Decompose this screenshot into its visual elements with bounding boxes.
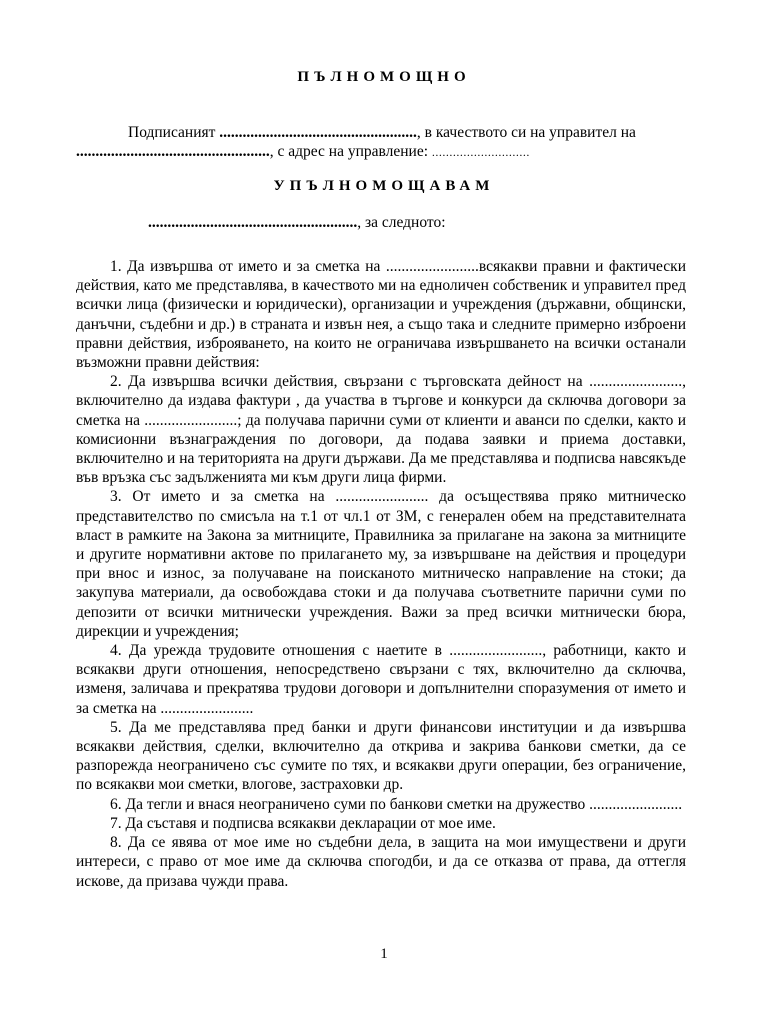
- attorney-line-tail: , за следното:: [357, 214, 446, 231]
- intro-line-1: [128, 124, 636, 142]
- intro-line-2-mid: , с адрес на управление:: [269, 143, 429, 160]
- signatory-label: Подписаният: [128, 124, 216, 141]
- page-number: 1: [380, 946, 388, 962]
- attorney-line: [148, 214, 446, 232]
- paragraph-7: 7. Да съставя и подписва всякакви декларации от мое име.: [110, 814, 496, 832]
- attorney-name-blank: ......................................................: [148, 214, 358, 231]
- paragraph-8: 8. Да се явява от мое име но съдебни дела, в защита на мои имуществени и други интереси, с право от мое име да сключва спогодби, и да се отказва от права, да оттегля искове, да призава чужди права.: [76, 834, 686, 890]
- paragraph-2: 2. Да извършва всички действия, свързани с търговската дейност на ........................, включително да издава фактури , да участва в търгове и конкурси да сключва договори за сметка на ........................; да получава парични суми от клиенти и аванси по сделки, както и комисионни възнаграждения по договори, да подава заявки и приема доставки, включително и на територията на други държави. Да ме представлява и подписва навсякъде във връзка със задълженията ми към други лица фирми.: [76, 373, 686, 487]
- company-name-blank: ..................................................: [76, 143, 270, 160]
- intro-line-2: [76, 143, 530, 161]
- paragraph-4: 4. Да урежда трудовите отношения с наетите в ........................, работници, както и всякакви други отношения, непосредствено свързани с тях, включително да сключва, изменя, заличава и прекратява трудови договори и допълнителни споразумения от името и за сметка на ........................: [76, 642, 686, 717]
- intro-line-1-tail: , в качеството си на управител на: [416, 124, 636, 141]
- paragraph-3: 3. От името и за сметка на ........................ да осъществява пряко митническо представителство по смисъла на т.1 от чл.1 от ЗМ, с генерален обем на представителната власт в рамките на Закона за митниците, Правилника за прилагане на закона за митниците и другите нормативни актове по прилагането му, за извършване на действия и процедури при внос и износ, за получаване на поисканото митническо направление на стоки; да закупува материали, да освобождава стоки и да получава съответните парични суми по депозити от всички митнически учреждения. Важи за пред всички митнически бюра, дирекции и учреждения;: [76, 488, 686, 640]
- signatory-name-blank: ...................................................: [219, 124, 417, 141]
- paragraph-6: 6. Да тегли и внася неограничено суми по банкови сметки на дружество ........................: [110, 795, 683, 813]
- paragraph-5: 5. Да ме представлява пред банки и други финансови институции и да извършва всякакви действия, сделки, включително да открива и закрива банкови сметки, да се разпорежда неограничено със сумите по тях, и всякакви други операции, без ограничение, по всякакви мои сметки, влогове, застраховки др.: [76, 718, 686, 794]
- document-title: ПЪЛНОМОЩНО: [297, 69, 471, 85]
- document-heading: УПЪЛНОМОЩАВАМ: [273, 178, 495, 194]
- document-body: [76, 257, 686, 891]
- address-blank: ............................: [431, 145, 530, 159]
- paragraph-1: 1. Да извършва от името и за сметка на ........................всякакви правни и фактически действия, като ме представлява, в качеството ми на едноличен собственик и управител пред всички лица (физически и юридически), организации и учреждения (държавни, общински, данъчни, съдебни и др.) в страната и извън нея, а също така и следните примерно изброени правни действия, изброяването, на които не ограничава извършването на всички останали възможни правни действия:: [76, 258, 686, 372]
